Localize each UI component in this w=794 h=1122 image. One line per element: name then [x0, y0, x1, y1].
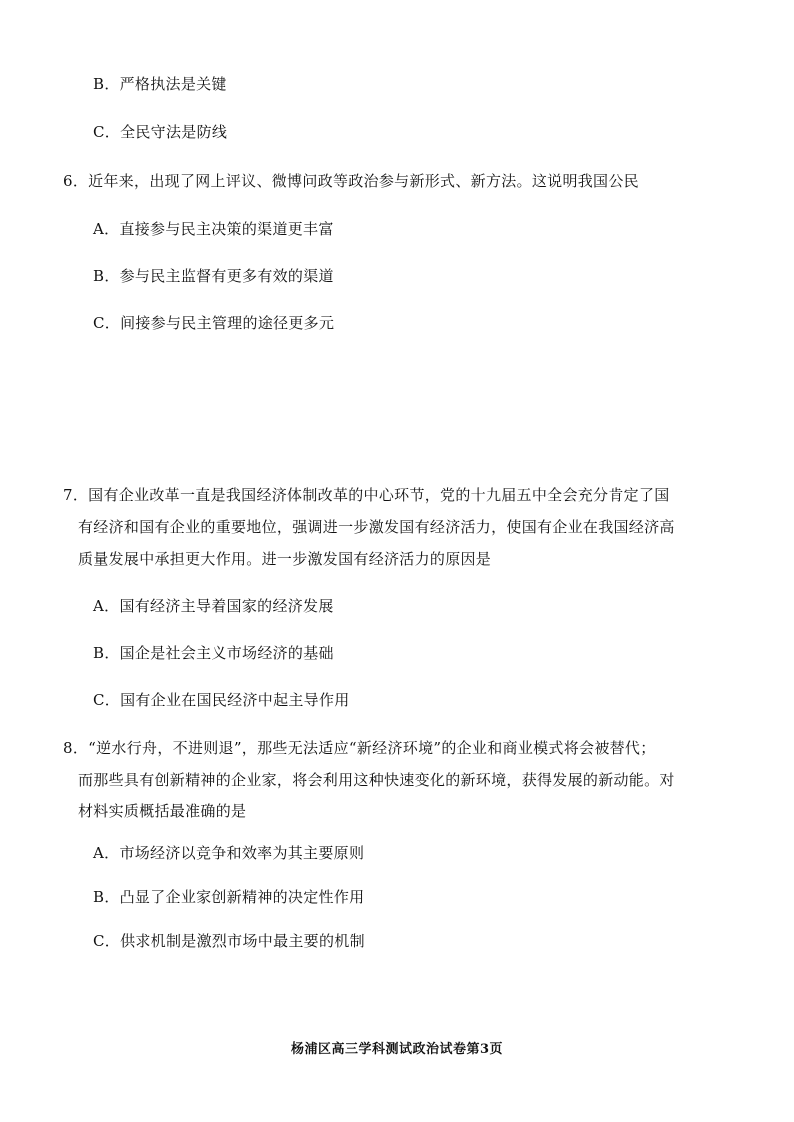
option-letter: B．	[93, 644, 120, 662]
option-text: 直接参与民主决策的渠道更丰富	[119, 220, 334, 238]
q8-option-b	[93, 887, 364, 907]
q8-stem-line-1	[63, 738, 656, 758]
option-text: 间接参与民主管理的途径更多元	[120, 314, 335, 332]
question-number: 6．	[63, 172, 89, 190]
option-text: 国有经济主导着国家的经济发展	[119, 597, 334, 615]
option-letter: B．	[93, 75, 120, 93]
option-letter: C．	[93, 123, 121, 141]
q7-stem-line-2	[78, 517, 675, 537]
option-text: 严格执法是关键	[119, 75, 227, 93]
question-text: 有经济和国有企业的重要地位，强调进一步激发国有经济活力，使国有企业在我国经济高	[78, 518, 675, 536]
q5-option-c	[93, 122, 227, 142]
q6-option-b	[93, 266, 334, 286]
option-text: 国有企业在国民经济中起主导作用	[120, 691, 350, 709]
option-letter: A．	[93, 597, 120, 615]
q7-option-c	[93, 690, 350, 710]
question-text: “逆水行舟，不进则退”，那些无法适应“新经济环境”的企业和商业模式将会被替代；	[88, 739, 656, 757]
question-text: 质量发展中承担更大作用。进一步激发国有经济活力的原因是	[78, 550, 492, 568]
option-text: 凸显了企业家创新精神的决定性作用	[119, 888, 365, 906]
question-number: 8．	[63, 739, 89, 757]
question-text: 材料实质概括最准确的是	[78, 802, 247, 820]
option-letter: A．	[93, 844, 120, 862]
q6-option-c	[93, 313, 334, 333]
option-text: 供求机制是激烈市场中最主要的机制	[120, 932, 365, 950]
question-text: 近年来，出现了网上评议、微博问政等政治参与新形式、新方法。这说明我国公民	[88, 172, 639, 190]
q7-option-b	[93, 643, 334, 663]
q8-stem-line-2	[78, 770, 675, 790]
question-number: 7．	[63, 486, 89, 504]
q7-stem-line-3	[78, 549, 491, 569]
option-text: 全民守法是防线	[120, 123, 228, 141]
option-letter: C．	[93, 314, 121, 332]
q7-stem-line-1	[63, 485, 670, 505]
option-letter: C．	[93, 932, 121, 950]
q6-stem	[63, 171, 639, 191]
page-footer: 杨浦区高三学科测试政治试卷第3页	[290, 1042, 504, 1057]
option-letter: B．	[93, 267, 120, 285]
q8-stem-line-3	[78, 801, 246, 821]
q5-option-b	[93, 74, 227, 94]
q8-option-c	[93, 931, 365, 951]
q7-option-a	[93, 596, 334, 616]
option-text: 市场经济以竞争和效率为其主要原则	[119, 844, 365, 862]
question-text: 国有企业改革一直是我国经济体制改革的中心环节，党的十九届五中全会充分肯定了国	[88, 486, 670, 504]
option-letter: C．	[93, 691, 121, 709]
option-text: 国企是社会主义市场经济的基础	[119, 644, 334, 662]
q6-option-a	[93, 219, 334, 239]
option-text: 参与民主监督有更多有效的渠道	[119, 267, 334, 285]
option-letter: B．	[93, 888, 120, 906]
q8-option-a	[93, 843, 364, 863]
question-text: 而那些具有创新精神的企业家，将会利用这种快速变化的新环境，获得发展的新动能。对	[78, 771, 675, 789]
option-letter: A．	[93, 220, 120, 238]
